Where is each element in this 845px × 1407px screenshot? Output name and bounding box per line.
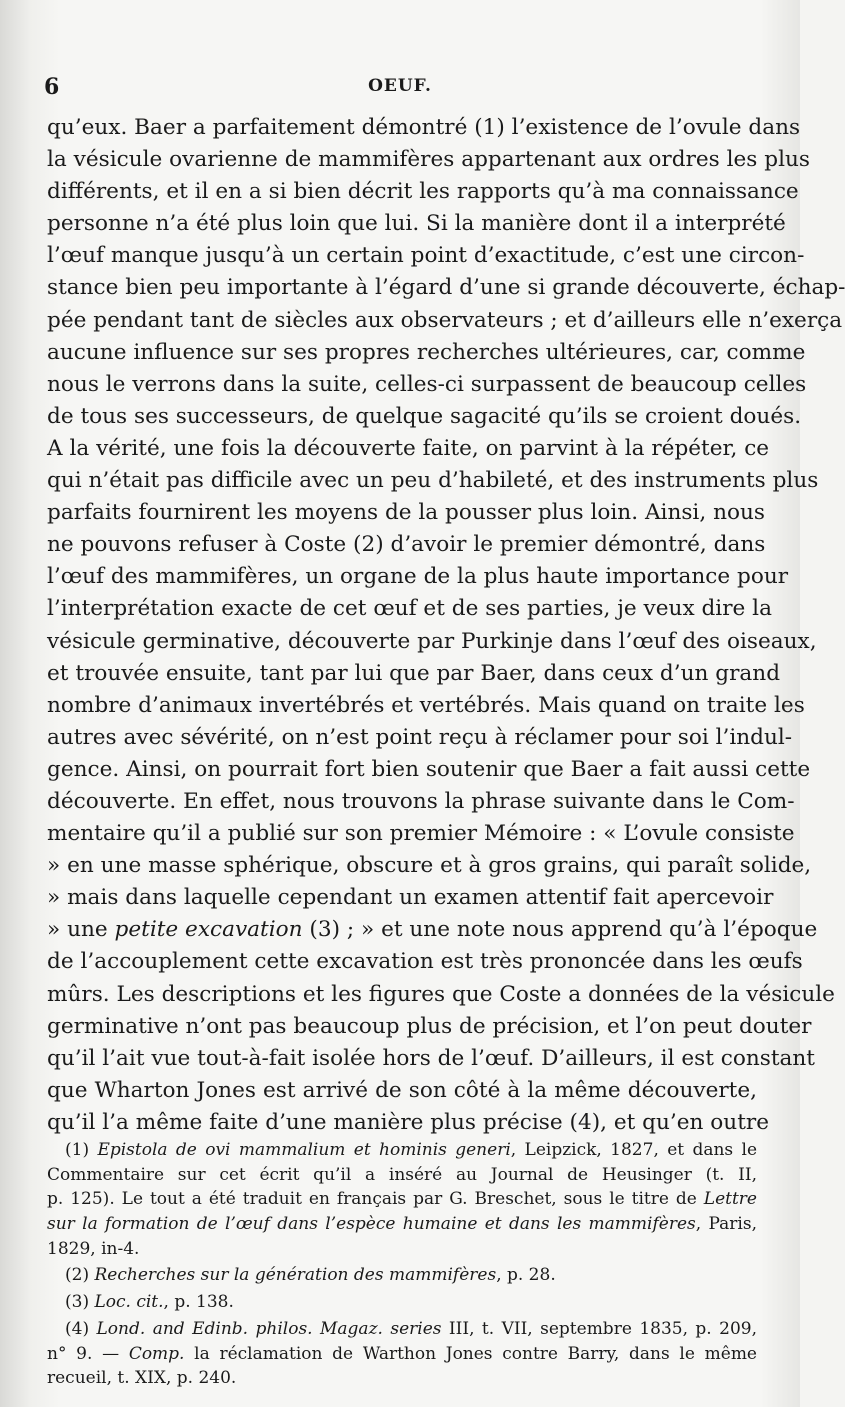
text-line-1: qu’eux. Baer a parfaitement démontré (1) l’existence de l’ovule dans <box>47 115 801 140</box>
text-line-12: qui n’était pas difficile avec un peu d’habileté, et des instruments plus <box>47 468 819 494</box>
text-line-7: pée pendant tant de siècles aux observateurs ; et d’ailleurs elle n’exerça <box>47 307 843 333</box>
text-line-8: aucune influence sur ses propres recherches ultérieures, car, comme <box>47 339 806 365</box>
footnote-3: (3) Loc. cit., p. 138. <box>65 1292 234 1313</box>
text-line-21: gence. Ainsi, on pourrait fort bien soutenir que Baer a fait aussi cette <box>47 756 811 782</box>
text-line-13: parfaits fournirent les moyens de la pousser plus loin. Ainsi, nous <box>47 500 765 526</box>
text-line-28: mûrs. Les descriptions et les figures que Coste a données de la vésicule <box>47 981 835 1007</box>
text-line-19: nombre d’animaux invertébrés et vertébrés. Mais quand on traite les <box>47 692 805 718</box>
text-line-29: germinative n’ont pas beaucoup plus de précision, et l’on peut douter <box>47 1013 812 1039</box>
text-line-20: autres avec sévérité, on n’est point reçu à réclamer pour soi l’indul- <box>47 724 793 750</box>
text-line-9: nous le verrons dans la suite, celles-ci surpassent de beaucoup celles <box>47 371 807 397</box>
main-text-lines-b <box>47 946 835 1139</box>
text-line-24: » en une masse sphérique, obscure et à gros grains, qui paraît solide, <box>47 853 812 879</box>
footnotes <box>47 1138 757 1393</box>
text-line-18: et trouvée ensuite, tant par lui que par Baer, dans ceux d’un grand <box>47 660 781 686</box>
running-title: OEUF. <box>368 76 432 96</box>
footnote-4: (4) Lond. and Edinb. philos. Magaz. series III, t. VII, septembre 1835, p. 209, n° 9. — Comp. la réclamation de Warthon Jones contre Barry, dans le même recueil, t. XIX, p. 240. <box>47 1318 757 1389</box>
footnote-2: (2) Recherches sur la génération des mammifères, p. 28. <box>65 1265 556 1286</box>
text-line-25: » mais dans laquelle cependant un examen attentif fait apercevoir <box>47 885 774 911</box>
main-text <box>47 112 845 1139</box>
italic-phrase: petite excavation <box>114 917 303 943</box>
text-line-27: de l’accouplement cette excavation est très prononcée dans les œufs <box>47 949 803 975</box>
text-line-17: vésicule germinative, découverte par Purkinje dans l’œuf des oiseaux, <box>47 628 817 654</box>
text-line-15: l’œuf des mammifères, un organe de la plus haute importance pour <box>47 564 789 590</box>
text-line-4: personne n’a été plus loin que lui. Si la manière dont il a interprété <box>47 211 786 237</box>
text-line-11: A la vérité, une fois la découverte faite, on parvint à la répéter, ce <box>47 435 770 461</box>
text-line-6: stance bien peu importante à l’égard d’une si grande découverte, échap- <box>47 275 845 301</box>
text-line-2: la vésicule ovarienne de mammifères appartenant aux ordres les plus <box>47 147 810 173</box>
text-line-26: » une petite excavation (3) ; » et une note nous apprend qu’à l’époque <box>47 917 818 943</box>
page-number: 6 <box>44 74 60 100</box>
text-line-5: l’œuf manque jusqu’à un certain point d’exactitude, c’est une circon- <box>47 243 805 269</box>
text-line-10: de tous ses successeurs, de quelque sagacité qu’ils se croient doués. <box>47 403 802 429</box>
text-line-3: différents, et il en a si bien décrit les rapports qu’à ma connaissance <box>47 179 799 205</box>
footnote-1: (1) Epistola de ovi mammalium et hominis generi, Leipzick, 1827, et dans le Commentaire sur cet écrit qu’il a inséré au Journal de Heusinger (t. II, p. 125). Le tout a été traduit en français par G. Breschet, sous le titre de Lettre sur la formation de l’œuf dans l’espèce humaine et dans les mammifères, Paris, 1829, in-4. <box>47 1140 758 1259</box>
text-line-31: que Wharton Jones est arrivé de son côté à la même découverte, <box>47 1077 757 1103</box>
text-line-32: qu’il l’a même faite d’une manière plus précise (4), et qu’en outre <box>47 1109 769 1135</box>
text-line-16: l’interprétation exacte de cet œuf et de ses parties, je veux dire la <box>47 596 772 622</box>
text-line-22: découverte. En effet, nous trouvons la phrase suivante dans le Com- <box>47 788 795 814</box>
text-line-23: mentaire qu’il a publié sur son premier Mémoire : « L’ovule consiste <box>47 821 795 847</box>
text-line-30: qu’il l’ait vue tout-à-fait isolée hors de l’œuf. D’ailleurs, il est constant <box>47 1045 815 1071</box>
main-text-lines-a <box>47 112 845 914</box>
text-line-14: ne pouvons refuser à Coste (2) d’avoir le premier démontré, dans <box>47 532 766 558</box>
page-header <box>44 74 756 104</box>
